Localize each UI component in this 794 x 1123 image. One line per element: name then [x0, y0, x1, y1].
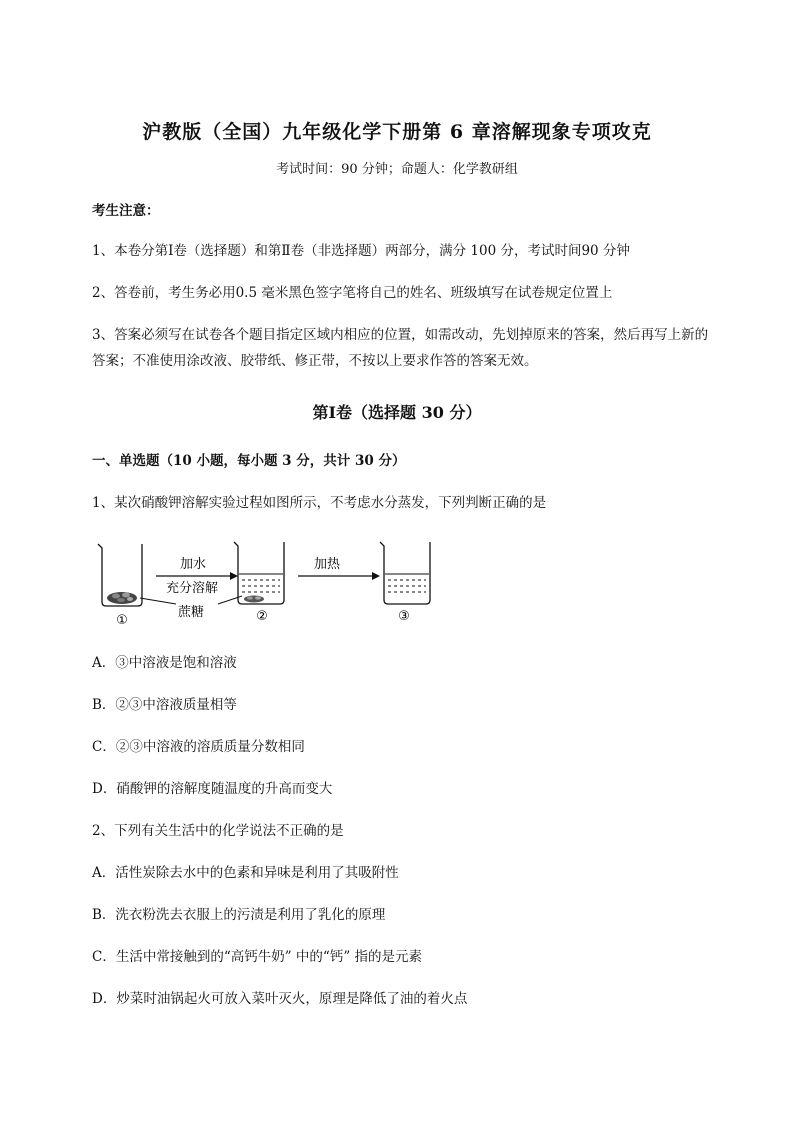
arrow-heat [298, 572, 380, 580]
q1-option-a: A．③中溶液是饱和溶液 [92, 655, 237, 671]
notice-item-1: 1、本卷分第Ⅰ卷（选择题）和第Ⅱ卷（非选择题）两部分，满分 100 分，考试时间90 分钟 [92, 243, 630, 259]
question-1-stem: 1、某次硝酸钾溶解实验过程如图所示，不考虑水分蒸发，下列判断正确的是 [92, 495, 547, 511]
beaker-3 [380, 542, 430, 604]
beaker-3-label: ③ [398, 609, 410, 624]
question-2-stem: 2、下列有关生活中的化学说法不正确的是 [92, 823, 344, 839]
q2-option-d: D．炒菜时油锅起火可放入菜叶灭火，原理是降低了油的着火点 [92, 991, 468, 1007]
arrow1-top-label: 加水 [180, 557, 207, 572]
notice-heading: 考生注意： [92, 203, 160, 219]
experiment-figure [92, 530, 452, 630]
sugar-label: 蔗糖 [178, 605, 205, 620]
beaker-2 [234, 542, 284, 604]
notice-item-3: 3、答案必须写在试卷各个题目指定区域内相应的位置，如需改动，先划掉原来的答案，然后再写上新的答案；不准使用涂改液、胶带纸、修正带，不按以上要求作答的答案无效。 [92, 327, 709, 369]
q2-option-a: A．活性炭除去水中的色素和异味是利用了其吸附性 [92, 865, 399, 881]
q1-option-c: C．②③中溶液的溶质质量分数相同 [92, 739, 305, 755]
exam-subtitle: 考试时间：90 分钟；命题人：化学教研组 [276, 162, 518, 177]
part-heading: 一、单选题（10 小题，每小题 3 分，共计 30 分） [92, 453, 406, 469]
section-title: 第Ⅰ卷（选择题 30 分） [312, 403, 482, 422]
beaker-2-label: ② [256, 609, 268, 624]
arrow2-top-label: 加热 [314, 557, 341, 572]
exam-title: 沪教版（全国）九年级化学下册第 6 章溶解现象专项攻克 [142, 121, 652, 143]
sugar-solid [107, 592, 137, 604]
arrow1-bottom-label: 充分溶解 [166, 581, 219, 596]
q1-option-d: D．硝酸钾的溶解度随温度的升高而变大 [92, 781, 333, 797]
q2-option-c: C．生活中常接触到的“高钙牛奶” 中的“钙” 指的是元素 [92, 949, 423, 965]
sugar-pointer-line [140, 598, 176, 604]
q2-option-b: B．洗衣粉洗去衣服上的污渍是利用了乳化的原理 [92, 907, 386, 923]
notice-item-2: 2、答卷前，考生务必用0.5 毫米黑色签字笔将自己的姓名、班级填写在试卷规定位置上 [92, 285, 613, 301]
beaker-1 [98, 544, 142, 606]
q1-option-b: B．②③中溶液质量相等 [92, 697, 237, 713]
beaker-1-label: ① [116, 613, 128, 628]
arrow-add-water [156, 572, 238, 580]
